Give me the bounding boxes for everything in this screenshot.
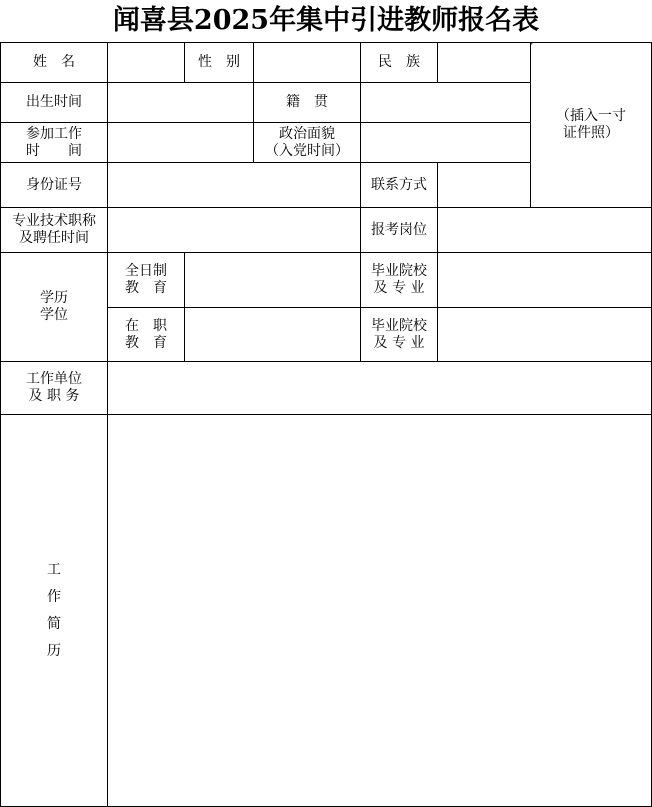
ethnicity-field[interactable] (438, 43, 530, 82)
label-fulltime-line1: 全日制 (125, 263, 167, 279)
label-employer-line1: 工作单位 (26, 371, 82, 387)
label-position: 报考岗位 (371, 221, 427, 238)
resume-char: 历 (47, 642, 61, 659)
label-work-start (1, 123, 107, 162)
contact-field[interactable] (438, 163, 530, 207)
label-political-line1: 政治面貌 (279, 125, 335, 142)
parttime-school-field[interactable] (438, 308, 651, 361)
label-political-line2: （入党时间） (265, 142, 349, 159)
label-fulltime-school (361, 253, 437, 307)
label-parttime-line2: 教 育 (125, 334, 167, 351)
label-parttime-school-line1: 毕业院校 (371, 317, 427, 334)
label-professional-title-line1: 专业技术职称 (12, 213, 96, 229)
label-fulltime-school-line1: 毕业院校 (371, 263, 427, 279)
work-resume-field[interactable] (108, 415, 651, 806)
fulltime-degree-field[interactable] (185, 253, 360, 307)
label-professional-title-line2: 及聘任时间 (19, 230, 89, 246)
label-work-start-line1: 参加工作 (26, 125, 82, 142)
work-start-field[interactable] (108, 123, 253, 162)
label-contact: 联系方式 (371, 176, 427, 193)
form-title: 闻喜县2025年集中引进教师报名表 (112, 5, 540, 36)
gender-field[interactable] (254, 43, 360, 82)
label-employer-line2: 及 职 务 (28, 388, 80, 404)
label-professional-title (1, 208, 107, 252)
resume-char: 简 (47, 615, 61, 632)
label-name: 姓 名 (33, 54, 75, 70)
label-gender: 性 别 (198, 54, 240, 70)
parttime-degree-field[interactable] (185, 308, 360, 361)
photo-hint-line2: 证件照） (563, 125, 619, 141)
label-employer (1, 362, 107, 414)
label-birth-time: 出生时间 (26, 94, 82, 110)
label-parttime-line1: 在 职 (125, 317, 167, 334)
professional-title-field[interactable] (108, 208, 360, 252)
label-political (254, 123, 360, 162)
label-parttime-school-line2: 及 专 业 (373, 334, 425, 351)
label-education (1, 253, 107, 361)
label-parttime-school (361, 308, 437, 361)
photo-hint-line1: （插入一寸 (556, 108, 626, 124)
position-field[interactable] (438, 208, 651, 252)
employer-field[interactable] (108, 362, 651, 414)
label-fulltime-education (108, 253, 184, 307)
id-number-field[interactable] (108, 163, 360, 207)
label-native-place: 籍 贯 (286, 94, 328, 110)
label-fulltime-line2: 教 育 (125, 280, 167, 296)
label-fulltime-school-line2: 及 专 业 (373, 280, 425, 296)
label-work-start-line2: 时 间 (26, 142, 82, 159)
political-field[interactable] (361, 123, 530, 162)
label-id-number: 身份证号 (26, 176, 82, 193)
label-education-line2: 学位 (40, 307, 68, 323)
name-field[interactable] (108, 43, 184, 82)
label-ethnicity: 民 族 (378, 54, 420, 70)
label-work-resume (1, 415, 107, 806)
resume-char: 作 (47, 588, 61, 605)
birth-time-field[interactable] (108, 83, 253, 122)
native-place-field[interactable] (361, 83, 530, 122)
label-education-line1: 学历 (40, 290, 68, 306)
photo-placeholder[interactable] (531, 43, 651, 207)
fulltime-school-field[interactable] (438, 253, 651, 307)
registration-table (0, 42, 652, 807)
label-parttime-education (108, 308, 184, 361)
resume-char: 工 (47, 561, 61, 578)
